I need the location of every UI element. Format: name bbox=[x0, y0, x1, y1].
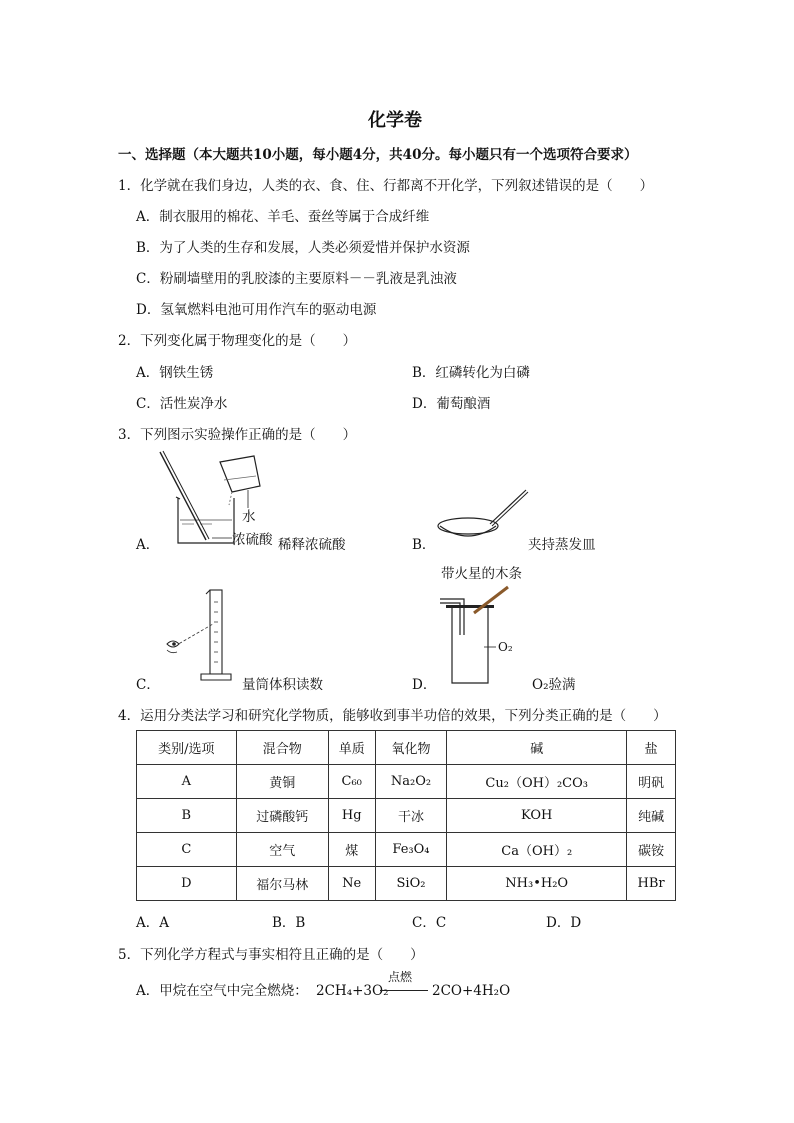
table-cell: 碳铵 bbox=[627, 833, 676, 867]
table-header-cell: 盐 bbox=[627, 731, 676, 765]
q3-option-c-letter: C． bbox=[136, 677, 160, 693]
table-row bbox=[137, 867, 676, 901]
dilution-caption: 稀释浓硫酸 bbox=[278, 537, 346, 553]
table-header-row bbox=[137, 731, 676, 765]
gas-bottle-figure bbox=[440, 585, 560, 687]
table-cell: 干冰 bbox=[375, 799, 447, 833]
table-cell: Cu₂（OH）₂CO₃ bbox=[447, 765, 627, 799]
table-cell: Ca（OH）₂ bbox=[447, 833, 627, 867]
q4-option-a: A．A bbox=[136, 915, 169, 931]
evaporating-dish-figure bbox=[434, 486, 534, 546]
q3-option-b-letter: B． bbox=[412, 537, 436, 553]
equation-arrow-line bbox=[380, 990, 428, 991]
table-header-cell: 氧化物 bbox=[375, 731, 447, 765]
water-label: 水 bbox=[242, 509, 256, 525]
classification-table bbox=[136, 730, 676, 901]
table-cell: A bbox=[137, 765, 237, 799]
q3-option-d-letter: D． bbox=[412, 677, 437, 693]
table-cell: Na₂O₂ bbox=[375, 765, 447, 799]
table-row bbox=[137, 799, 676, 833]
section-heading: 一、选择题（本大题共10小题，每小题4分，共40分。每小题只有一个选项符合要求） bbox=[118, 147, 638, 163]
q3-stem: 3．下列图示实验操作正确的是（ ） bbox=[118, 427, 357, 443]
q4-option-b: B．B bbox=[272, 915, 306, 931]
table-header-cell: 类别/选项 bbox=[137, 731, 237, 765]
table-cell: B bbox=[137, 799, 237, 833]
table-cell: HBr bbox=[627, 867, 676, 901]
table-cell: 过磷酸钙 bbox=[236, 799, 328, 833]
table-cell: Fe₃O₄ bbox=[375, 833, 447, 867]
q4-option-c: C．C bbox=[412, 915, 447, 931]
q2-stem: 2．下列变化属于物理变化的是（ ） bbox=[118, 333, 357, 349]
table-row bbox=[137, 833, 676, 867]
table-cell: C bbox=[137, 833, 237, 867]
table-cell: Hg bbox=[328, 799, 375, 833]
cylinder-caption: 量筒体积读数 bbox=[242, 677, 323, 693]
dish-caption: 夹持蒸发皿 bbox=[528, 537, 596, 553]
q1-option-d: D．氢氧燃料电池可用作汽车的驱动电源 bbox=[136, 302, 377, 318]
q1-option-b: B．为了人类的生存和发展，人类必须爱惜并保护水资源 bbox=[136, 240, 470, 256]
table-cell: 黄铜 bbox=[236, 765, 328, 799]
q2-option-a: A．钢铁生锈 bbox=[136, 365, 214, 381]
graduated-cylinder-figure bbox=[165, 588, 245, 688]
q1-option-c: C．粉刷墙壁用的乳胶漆的主要原料－－乳液是乳浊液 bbox=[136, 271, 457, 287]
table-header-cell: 单质 bbox=[328, 731, 375, 765]
equation-left: 2CH₄+3O₂ bbox=[316, 983, 389, 999]
splint-label: 带火星的木条 bbox=[441, 566, 522, 582]
table-row bbox=[137, 765, 676, 799]
page-title: 化学卷 bbox=[368, 110, 422, 131]
table-cell: NH₃•H₂O bbox=[447, 867, 627, 901]
q2-option-c: C．活性炭净水 bbox=[136, 396, 228, 412]
q3-option-a-letter: A． bbox=[136, 537, 160, 553]
o2-label: O₂ bbox=[498, 640, 513, 654]
q5-option-a-text: A．甲烷在空气中完全燃烧： bbox=[136, 983, 308, 999]
table-header-cell: 混合物 bbox=[236, 731, 328, 765]
table-cell: 福尔马林 bbox=[236, 867, 328, 901]
reaction-condition: 点燃 bbox=[388, 970, 413, 984]
table-header-cell: 碱 bbox=[447, 731, 627, 765]
table-cell: 煤 bbox=[328, 833, 375, 867]
equation-right: 2CO+4H₂O bbox=[432, 983, 511, 999]
table-cell: KOH bbox=[447, 799, 627, 833]
q1-stem: 1．化学就在我们身边，人类的衣、食、住、行都离不开化学，下列叙述错误的是（ ） bbox=[118, 178, 654, 194]
table-cell: 明矾 bbox=[627, 765, 676, 799]
table-cell: D bbox=[137, 867, 237, 901]
q2-option-d: D．葡萄酿酒 bbox=[412, 396, 491, 412]
acid-label: 浓硫酸 bbox=[232, 532, 273, 548]
table-cell: 空气 bbox=[236, 833, 328, 867]
o2-test-caption: O₂验满 bbox=[532, 677, 576, 693]
table-cell: Ne bbox=[328, 867, 375, 901]
q1-option-a: A．制衣服用的棉花、羊毛、蚕丝等属于合成纤维 bbox=[136, 209, 430, 225]
q5-stem: 5．下列化学方程式与事实相符且正确的是（ ） bbox=[118, 947, 424, 963]
q4-option-d: D．D bbox=[546, 915, 582, 931]
q2-option-b: B．红磷转化为白磷 bbox=[412, 365, 530, 381]
q4-stem: 4．运用分类法学习和研究化学物质，能够收到事半功倍的效果，下列分类正确的是（ ） bbox=[118, 708, 667, 724]
table-cell: C₆₀ bbox=[328, 765, 375, 799]
table-cell: 纯碱 bbox=[627, 799, 676, 833]
table-cell: SiO₂ bbox=[375, 867, 447, 901]
